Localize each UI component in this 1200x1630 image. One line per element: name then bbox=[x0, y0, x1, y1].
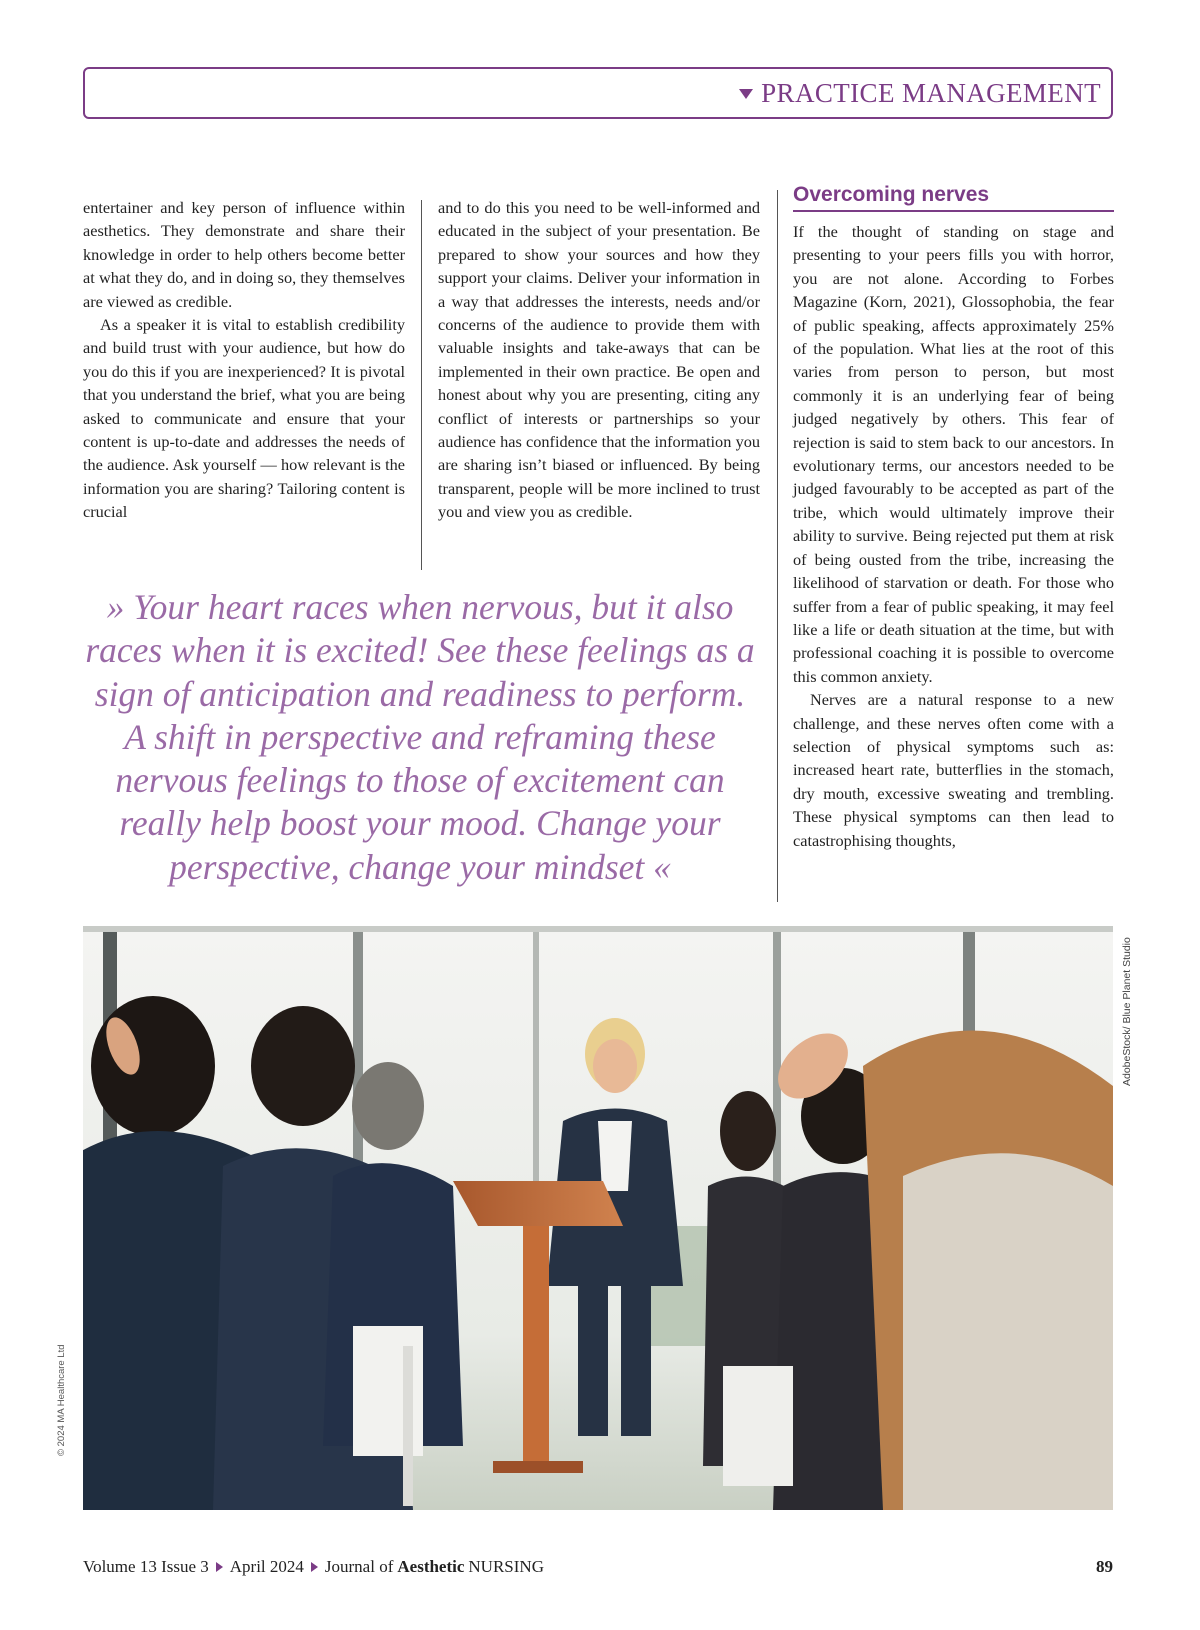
photo-credit: AdobeStock/ Blue Planet Studio bbox=[1121, 937, 1133, 1086]
paragraph: If the thought of standing on stage and presenting to your peers fills you with horror, you are not alone. According to Forbes Magazine (Korn, 2021), Glossophobia, the fear of public speaking, affects approximately 25% of the population. What lies at the root of this varies from person to person, but most commonly it is an underlying fear of being judged negatively by others. This fear of rejection is said to stem back to our ancestors. In evolutionary terms, our ancestors needed to be judged favourably to be accepted as part of the tribe, which would ultimately improve their ability to survive. Being rejected put them at risk of being ousted from the tribe, increasing the likelihood of starvation or death. For those who suffer from a fear of public speaking, it may feel like a life or death situation at the time, but with professional coaching it is possible to overcome this common anxiety. bbox=[793, 222, 1114, 686]
volume-issue: Volume 13 Issue 3 bbox=[83, 1557, 209, 1576]
body-column-2 bbox=[438, 196, 760, 524]
body-column-3 bbox=[793, 220, 1114, 852]
subheading: Overcoming nerves bbox=[793, 182, 1114, 212]
journal-brand: Aesthetic bbox=[397, 1557, 465, 1576]
paragraph: Nerves are a natural response to a new challenge, and these nerves often come with a selection of physical symptoms such as: increased heart rate, butterflies in the stomach, dry mouth, excessive sweating and trembling. These physical symptoms can then lead to catastrophising thoughts, bbox=[793, 690, 1114, 850]
paragraph: and to do this you need to be well-informed and educated in the subject of your presentation. Be prepared to show your sources and how they support your claims. Deliver your information in a way that addresses the interests, needs and/or concerns of the audience to provide them with valuable insights and take-aways that can be implemented in their own practice. Be open and honest about why you are presenting, citing any conflict of interests or partnerships so your audience has confidence that the information you are sharing isn’t biased or influenced. By being transparent, people will be more inclined to trust you and view you as credible. bbox=[438, 198, 760, 522]
body-column-1 bbox=[83, 196, 405, 524]
issue-date: April 2024 bbox=[229, 1557, 304, 1576]
copyright-notice: © 2024 MA Healthcare Ltd bbox=[56, 1344, 67, 1456]
paragraph: As a speaker it is vital to establish credibility and build trust with your audience, but how do you do this if you are inexperienced? It is pivotal that you understand the brief, what you are being asked to communicate and ensure that your content is up-to-date and addresses the needs of the audience. Ask yourself — how relevant is the information you are sharing? Tailoring content is crucial bbox=[83, 315, 405, 522]
triangle-down-icon bbox=[739, 89, 753, 99]
pull-quote: » Your heart races when nervous, but it also races when it is excited! See these feelings as a sign of anticipation and readiness to perform. A shift in perspective and reframing these nervous feelings to those of excitement can really help boost your mood. Change your perspective, change your mindset « bbox=[85, 587, 755, 887]
journal-prefix: Journal of bbox=[324, 1557, 394, 1576]
section-label: PRACTICE MANAGEMENT bbox=[761, 77, 1101, 108]
journal-suffix: NURSING bbox=[468, 1557, 544, 1576]
page-footer bbox=[83, 1555, 1113, 1579]
paragraph: entertainer and key person of influence within aesthetics. They demonstrate and share their knowledge in order to help others become better at what they do, and in doing so, they themselves are viewed as credible. bbox=[83, 198, 405, 311]
column-divider bbox=[777, 190, 778, 902]
page-number: 89 bbox=[1096, 1557, 1113, 1576]
section-header bbox=[83, 67, 1113, 119]
conference-photo bbox=[83, 926, 1113, 1510]
triangle-right-icon bbox=[216, 1562, 223, 1572]
triangle-right-icon bbox=[311, 1562, 318, 1572]
column-divider bbox=[421, 200, 422, 570]
